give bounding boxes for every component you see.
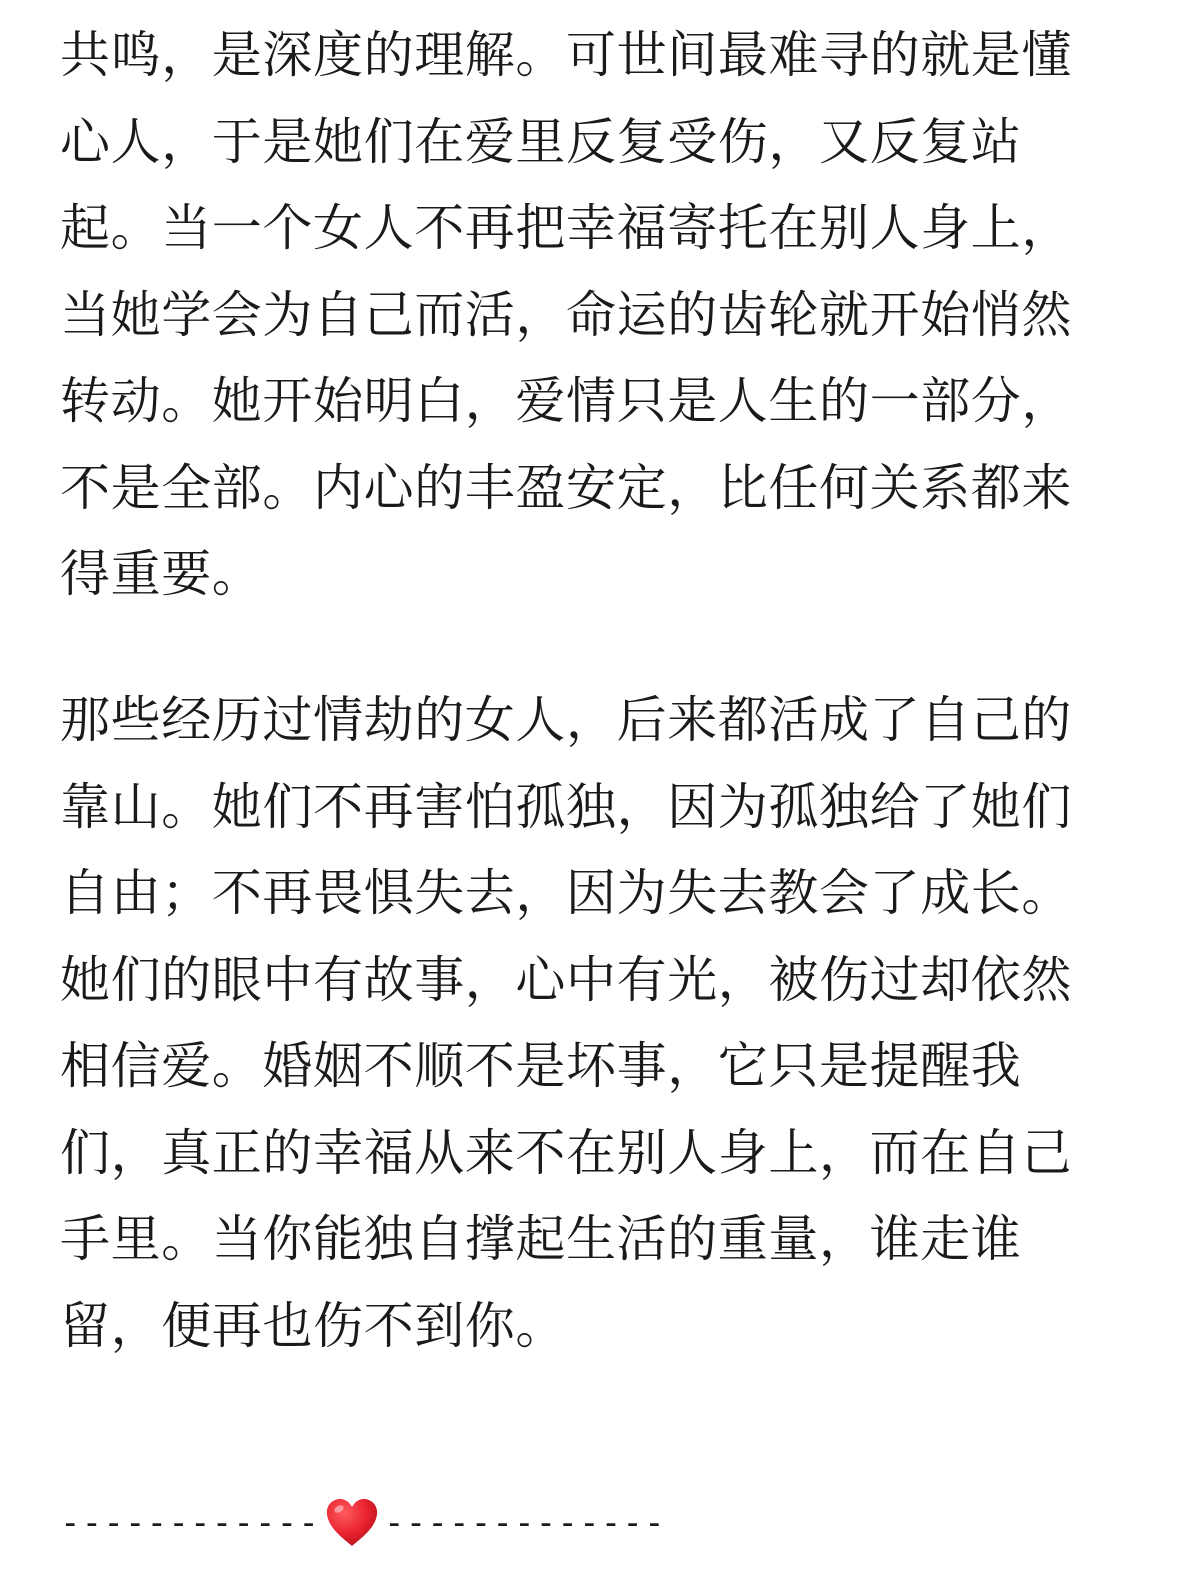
divider-left-dashes: ------------: [60, 1503, 321, 1543]
text-line: 得重要。: [60, 545, 263, 603]
text-line: 她们的眼中有故事，心中有光，被伤过却依然: [60, 950, 1072, 1009]
text-line: 们，真正的幸福从来不在别人身上，而在自己: [60, 1123, 1072, 1182]
text-line: 不是全部。内心的丰盈安定，比任何关系都来: [60, 458, 1072, 517]
text-line: 起。当一个女人不再把幸福寄托在别人身上，: [60, 199, 1072, 257]
text-line: 靠山。她们不再害怕孤独，因为孤独给了她们: [60, 777, 1072, 836]
red-heart-icon: [322, 1493, 382, 1553]
text-line: 手里。当你能独自撑起生活的重量，谁走谁: [60, 1210, 1022, 1268]
paragraph-2: [60, 677, 1072, 1369]
text-line: 相信爱。婚姻不顺不是坏事，它只是提醒我: [60, 1037, 1022, 1095]
text-line: 留，便再也伤不到你。: [60, 1296, 566, 1355]
text-line: 转动。她开始明白，爱情只是人生的一部分，: [60, 372, 1072, 430]
heart-divider: [60, 1488, 666, 1558]
text-line: 当她学会为自己而活，命运的齿轮就开始悄然: [60, 285, 1072, 344]
divider-right-dashes: -------------: [384, 1503, 666, 1543]
text-line: 自由；不再畏惧失去，因为失去教会了成长。: [60, 864, 1072, 922]
text-line: 心人，于是她们在爱里反复受伤，又反复站: [60, 112, 1022, 171]
text-line: 共鸣，是深度的理解。可世间最难寻的就是懂: [60, 26, 1072, 84]
paragraph-1: [60, 12, 1072, 618]
text-line: 那些经历过情劫的女人，后来都活成了自己的: [60, 691, 1072, 749]
